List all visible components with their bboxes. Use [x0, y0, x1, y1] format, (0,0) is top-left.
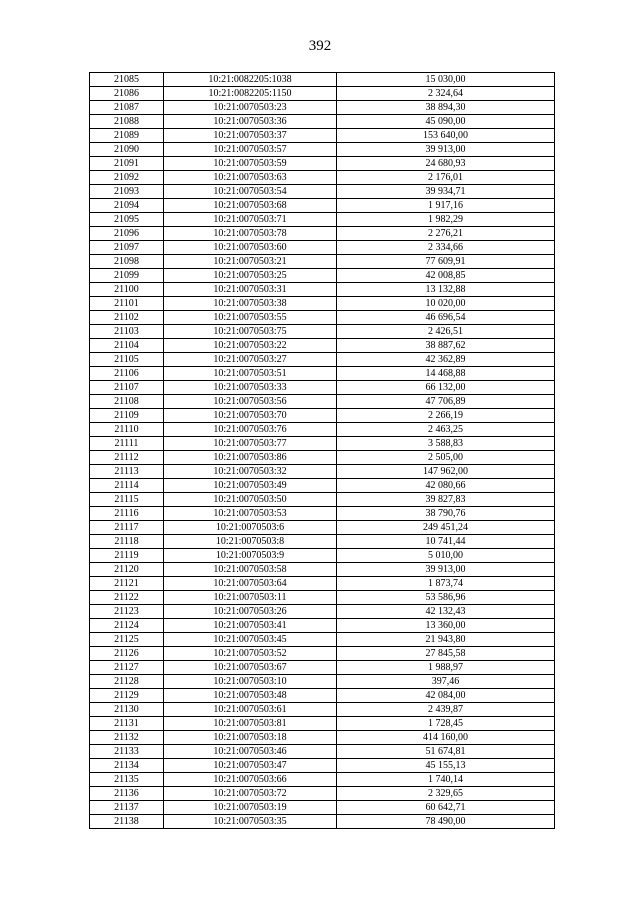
cadastral-number-cell: 10:21:0070503:27 — [164, 353, 337, 367]
row-number-cell: 21097 — [90, 241, 164, 255]
cadastral-number-cell: 10:21:0070503:6 — [164, 521, 337, 535]
row-number-cell: 21121 — [90, 577, 164, 591]
row-number-cell: 21098 — [90, 255, 164, 269]
row-number-cell: 21127 — [90, 661, 164, 675]
value-cell: 2 176,01 — [337, 171, 555, 185]
cadastral-number-cell: 10:21:0070503:22 — [164, 339, 337, 353]
cadastral-number-cell: 10:21:0070503:9 — [164, 549, 337, 563]
value-cell: 147 962,00 — [337, 465, 555, 479]
cadastral-number-cell: 10:21:0070503:33 — [164, 381, 337, 395]
table-row — [90, 129, 555, 143]
table-row — [90, 73, 555, 87]
value-cell: 45 090,00 — [337, 115, 555, 129]
table-row — [90, 493, 555, 507]
cadastral-number-cell: 10:21:0070503:52 — [164, 647, 337, 661]
cadastral-number-cell: 10:21:0070503:70 — [164, 409, 337, 423]
value-cell: 1 740,14 — [337, 773, 555, 787]
row-number-cell: 21137 — [90, 801, 164, 815]
row-number-cell: 21119 — [90, 549, 164, 563]
row-number-cell: 21088 — [90, 115, 164, 129]
cadastral-number-cell: 10:21:0070503:37 — [164, 129, 337, 143]
table-row — [90, 521, 555, 535]
table-row — [90, 213, 555, 227]
value-cell: 2 324,64 — [337, 87, 555, 101]
value-cell: 3 588,83 — [337, 437, 555, 451]
value-cell: 24 680,93 — [337, 157, 555, 171]
table-row — [90, 465, 555, 479]
value-cell: 42 362,89 — [337, 353, 555, 367]
value-cell: 2 329,65 — [337, 787, 555, 801]
cadastral-number-cell: 10:21:0070503:76 — [164, 423, 337, 437]
row-number-cell: 21130 — [90, 703, 164, 717]
value-cell: 39 827,83 — [337, 493, 555, 507]
table-row — [90, 563, 555, 577]
row-number-cell: 21085 — [90, 73, 164, 87]
row-number-cell: 21105 — [90, 353, 164, 367]
value-cell: 42 080,66 — [337, 479, 555, 493]
row-number-cell: 21134 — [90, 759, 164, 773]
row-number-cell: 21122 — [90, 591, 164, 605]
table-row — [90, 437, 555, 451]
row-number-cell: 21117 — [90, 521, 164, 535]
row-number-cell: 21087 — [90, 101, 164, 115]
cadastral-number-cell: 10:21:0070503:61 — [164, 703, 337, 717]
value-cell: 42 008,85 — [337, 269, 555, 283]
cadastral-number-cell: 10:21:0070503:8 — [164, 535, 337, 549]
row-number-cell: 21086 — [90, 87, 164, 101]
value-cell: 2 426,51 — [337, 325, 555, 339]
table-row — [90, 227, 555, 241]
value-cell: 39 913,00 — [337, 563, 555, 577]
table-row — [90, 633, 555, 647]
cadastral-number-cell: 10:21:0070503:56 — [164, 395, 337, 409]
row-number-cell: 21106 — [90, 367, 164, 381]
value-cell: 39 913,00 — [337, 143, 555, 157]
value-cell: 2 439,87 — [337, 703, 555, 717]
table-row — [90, 759, 555, 773]
table-row — [90, 619, 555, 633]
value-cell: 38 887,62 — [337, 339, 555, 353]
row-number-cell: 21131 — [90, 717, 164, 731]
cadastral-number-cell: 10:21:0070503:41 — [164, 619, 337, 633]
value-cell: 1 917,16 — [337, 199, 555, 213]
table-row — [90, 507, 555, 521]
table-row — [90, 815, 555, 829]
cadastral-number-cell: 10:21:0070503:72 — [164, 787, 337, 801]
table-row — [90, 773, 555, 787]
cadastral-number-cell: 10:21:0070503:11 — [164, 591, 337, 605]
cadastral-number-cell: 10:21:0070503:57 — [164, 143, 337, 157]
cadastral-number-cell: 10:21:0082205:1038 — [164, 73, 337, 87]
table-row — [90, 325, 555, 339]
table-row — [90, 549, 555, 563]
value-cell: 2 334,66 — [337, 241, 555, 255]
row-number-cell: 21135 — [90, 773, 164, 787]
table-row — [90, 101, 555, 115]
value-cell: 42 132,43 — [337, 605, 555, 619]
cadastral-number-cell: 10:21:0082205:1150 — [164, 87, 337, 101]
value-cell: 1 728,45 — [337, 717, 555, 731]
value-cell: 2 463,25 — [337, 423, 555, 437]
table-row — [90, 115, 555, 129]
cadastral-number-cell: 10:21:0070503:10 — [164, 675, 337, 689]
table-row — [90, 591, 555, 605]
cadastral-number-cell: 10:21:0070503:19 — [164, 801, 337, 815]
table-row — [90, 423, 555, 437]
table-row — [90, 717, 555, 731]
value-cell: 5 010,00 — [337, 549, 555, 563]
table-row — [90, 577, 555, 591]
row-number-cell: 21118 — [90, 535, 164, 549]
cadastral-number-cell: 10:21:0070503:53 — [164, 507, 337, 521]
row-number-cell: 21108 — [90, 395, 164, 409]
cadastral-number-cell: 10:21:0070503:64 — [164, 577, 337, 591]
table-row — [90, 703, 555, 717]
cadastral-number-cell: 10:21:0070503:38 — [164, 297, 337, 311]
cadastral-number-cell: 10:21:0070503:25 — [164, 269, 337, 283]
cadastral-number-cell: 10:21:0070503:23 — [164, 101, 337, 115]
value-cell: 46 696,54 — [337, 311, 555, 325]
cadastral-number-cell: 10:21:0070503:49 — [164, 479, 337, 493]
value-cell: 27 845,58 — [337, 647, 555, 661]
page-number: 392 — [308, 38, 332, 54]
row-number-cell: 21093 — [90, 185, 164, 199]
cadastral-number-cell: 10:21:0070503:55 — [164, 311, 337, 325]
value-cell: 66 132,00 — [337, 381, 555, 395]
row-number-cell: 21104 — [90, 339, 164, 353]
table-row — [90, 451, 555, 465]
row-number-cell: 21115 — [90, 493, 164, 507]
table-row — [90, 381, 555, 395]
cadastral-number-cell: 10:21:0070503:32 — [164, 465, 337, 479]
value-cell: 1 982,29 — [337, 213, 555, 227]
row-number-cell: 21095 — [90, 213, 164, 227]
cadastral-number-cell: 10:21:0070503:48 — [164, 689, 337, 703]
cadastral-number-cell: 10:21:0070503:47 — [164, 759, 337, 773]
value-cell: 414 160,00 — [337, 731, 555, 745]
table-row — [90, 241, 555, 255]
row-number-cell: 21128 — [90, 675, 164, 689]
table-row — [90, 675, 555, 689]
cadastral-number-cell: 10:21:0070503:81 — [164, 717, 337, 731]
value-cell: 53 586,96 — [337, 591, 555, 605]
value-cell: 10 020,00 — [337, 297, 555, 311]
table-row — [90, 311, 555, 325]
value-cell: 10 741,44 — [337, 535, 555, 549]
table-row — [90, 479, 555, 493]
row-number-cell: 21113 — [90, 465, 164, 479]
value-cell: 1 873,74 — [337, 577, 555, 591]
value-cell: 397,46 — [337, 675, 555, 689]
value-cell: 51 674,81 — [337, 745, 555, 759]
value-cell: 13 132,88 — [337, 283, 555, 297]
row-number-cell: 21124 — [90, 619, 164, 633]
row-number-cell: 21089 — [90, 129, 164, 143]
row-number-cell: 21092 — [90, 171, 164, 185]
row-number-cell: 21111 — [90, 437, 164, 451]
value-cell: 77 609,91 — [337, 255, 555, 269]
row-number-cell: 21136 — [90, 787, 164, 801]
table-row — [90, 185, 555, 199]
row-number-cell: 21133 — [90, 745, 164, 759]
cadastral-number-cell: 10:21:0070503:31 — [164, 283, 337, 297]
value-cell: 38 894,30 — [337, 101, 555, 115]
table-row — [90, 689, 555, 703]
row-number-cell: 21107 — [90, 381, 164, 395]
value-cell: 78 490,00 — [337, 815, 555, 829]
table-row — [90, 339, 555, 353]
table-row — [90, 269, 555, 283]
row-number-cell: 21129 — [90, 689, 164, 703]
value-cell: 38 790,76 — [337, 507, 555, 521]
table-row — [90, 605, 555, 619]
row-number-cell: 21116 — [90, 507, 164, 521]
cadastral-number-cell: 10:21:0070503:58 — [164, 563, 337, 577]
value-cell: 47 706,89 — [337, 395, 555, 409]
table-row — [90, 661, 555, 675]
table-row — [90, 731, 555, 745]
row-number-cell: 21100 — [90, 283, 164, 297]
table-row — [90, 297, 555, 311]
cadastral-number-cell: 10:21:0070503:45 — [164, 633, 337, 647]
row-number-cell: 21132 — [90, 731, 164, 745]
cadastral-number-cell: 10:21:0070503:21 — [164, 255, 337, 269]
row-number-cell: 21103 — [90, 325, 164, 339]
row-number-cell: 21138 — [90, 815, 164, 829]
table-row — [90, 787, 555, 801]
registry-table-body — [90, 73, 555, 829]
table-row — [90, 801, 555, 815]
row-number-cell: 21125 — [90, 633, 164, 647]
value-cell: 2 505,00 — [337, 451, 555, 465]
table-row — [90, 199, 555, 213]
row-number-cell: 21090 — [90, 143, 164, 157]
row-number-cell: 21123 — [90, 605, 164, 619]
cadastral-number-cell: 10:21:0070503:63 — [164, 171, 337, 185]
cadastral-number-cell: 10:21:0070503:66 — [164, 773, 337, 787]
cadastral-number-cell: 10:21:0070503:60 — [164, 241, 337, 255]
cadastral-number-cell: 10:21:0070503:59 — [164, 157, 337, 171]
row-number-cell: 21112 — [90, 451, 164, 465]
table-row — [90, 353, 555, 367]
cadastral-number-cell: 10:21:0070503:18 — [164, 731, 337, 745]
cadastral-number-cell: 10:21:0070503:71 — [164, 213, 337, 227]
table-row — [90, 143, 555, 157]
cadastral-number-cell: 10:21:0070503:67 — [164, 661, 337, 675]
value-cell: 13 360,00 — [337, 619, 555, 633]
value-cell: 60 642,71 — [337, 801, 555, 815]
table-row — [90, 255, 555, 269]
cadastral-number-cell: 10:21:0070503:78 — [164, 227, 337, 241]
row-number-cell: 21091 — [90, 157, 164, 171]
value-cell: 1 988,97 — [337, 661, 555, 675]
registry-table — [89, 72, 555, 829]
table-row — [90, 745, 555, 759]
value-cell: 42 084,00 — [337, 689, 555, 703]
row-number-cell: 21126 — [90, 647, 164, 661]
value-cell: 2 276,21 — [337, 227, 555, 241]
cadastral-number-cell: 10:21:0070503:77 — [164, 437, 337, 451]
cadastral-number-cell: 10:21:0070503:50 — [164, 493, 337, 507]
table-row — [90, 87, 555, 101]
value-cell: 45 155,13 — [337, 759, 555, 773]
row-number-cell: 21110 — [90, 423, 164, 437]
row-number-cell: 21109 — [90, 409, 164, 423]
table-row — [90, 409, 555, 423]
cadastral-number-cell: 10:21:0070503:51 — [164, 367, 337, 381]
row-number-cell: 21096 — [90, 227, 164, 241]
row-number-cell: 21094 — [90, 199, 164, 213]
table-row — [90, 395, 555, 409]
value-cell: 249 451,24 — [337, 521, 555, 535]
value-cell: 21 943,80 — [337, 633, 555, 647]
cadastral-number-cell: 10:21:0070503:75 — [164, 325, 337, 339]
cadastral-number-cell: 10:21:0070503:36 — [164, 115, 337, 129]
value-cell: 14 468,88 — [337, 367, 555, 381]
cadastral-number-cell: 10:21:0070503:68 — [164, 199, 337, 213]
value-cell: 2 266,19 — [337, 409, 555, 423]
cadastral-number-cell: 10:21:0070503:35 — [164, 815, 337, 829]
cadastral-number-cell: 10:21:0070503:46 — [164, 745, 337, 759]
table-row — [90, 535, 555, 549]
cadastral-number-cell: 10:21:0070503:54 — [164, 185, 337, 199]
table-row — [90, 283, 555, 297]
row-number-cell: 21114 — [90, 479, 164, 493]
cadastral-number-cell: 10:21:0070503:86 — [164, 451, 337, 465]
row-number-cell: 21120 — [90, 563, 164, 577]
table-row — [90, 367, 555, 381]
table-row — [90, 647, 555, 661]
table-row — [90, 157, 555, 171]
value-cell: 39 934,71 — [337, 185, 555, 199]
row-number-cell: 21101 — [90, 297, 164, 311]
table-row — [90, 171, 555, 185]
row-number-cell: 21099 — [90, 269, 164, 283]
value-cell: 153 640,00 — [337, 129, 555, 143]
value-cell: 15 030,00 — [337, 73, 555, 87]
cadastral-number-cell: 10:21:0070503:26 — [164, 605, 337, 619]
row-number-cell: 21102 — [90, 311, 164, 325]
